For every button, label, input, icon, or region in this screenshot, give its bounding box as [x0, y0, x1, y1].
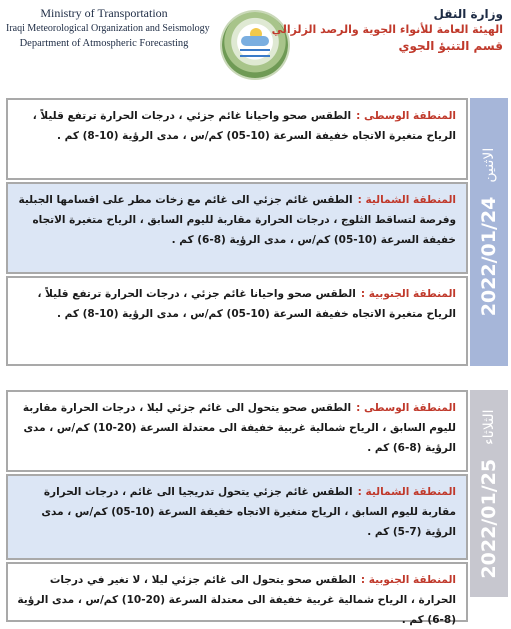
department-name-en: Department of Atmospheric Forecasting — [19, 38, 189, 49]
forecast-day-2 — [6, 390, 508, 626]
cloud-icon — [241, 36, 269, 46]
day-side-label — [470, 390, 508, 597]
region-name: المنطقة الوسطى : — [356, 402, 456, 414]
region-forecast-text: الطقس صحو واحيانا غائم جزئي ، درجات الحرارة ترتفع قليلاً ، الرياح متغيرة الاتجاه خفيفة السرعة (10-05) كم/س ، مدى الرؤية (10-8) كم . — [32, 110, 456, 142]
ministry-name-ar: وزارة النقل — [433, 7, 503, 21]
day-of-week: الاثنين — [481, 147, 497, 183]
region-row-south — [6, 276, 468, 366]
region-row-north — [6, 474, 468, 560]
forecast-date: 2022/01/24 — [478, 196, 500, 317]
region-name: المنطقة الشمالية : — [357, 194, 456, 206]
english-letterhead — [6, 6, 210, 51]
forecast-date: 2022/01/25 — [478, 458, 500, 579]
region-name: المنطقة الشمالية : — [357, 486, 456, 498]
forecast-rows — [6, 390, 468, 626]
region-row-north — [6, 182, 468, 274]
department-name-ar: قسم التنبؤ الجوي — [398, 39, 503, 53]
region-row-central — [6, 98, 468, 180]
region-forecast-text: الطقس صحو يتحول الى غائم جزئي ليلا ، لا تغير في درجات الحرارة ، الرياح شمالية غربية خفيفة الى معتدلة السرعة (20-10) كم/س ، مدى الرؤية (8-6) كم . — [17, 574, 456, 626]
day-side-label — [470, 98, 508, 366]
document-header — [0, 0, 511, 92]
organization-name-ar: الهيئة العامة للأنواء الجوية والرصد الزلزالي — [271, 23, 503, 36]
region-name: المنطقة الجنوبية : — [360, 574, 456, 586]
forecast-rows — [6, 98, 468, 366]
arabic-letterhead — [271, 6, 503, 54]
region-forecast-text: الطقس غائم جزئي الى غائم مع زخات مطر على اقسامها الجبلية وفرصة لتساقط الثلوج ، درجات الحرارة مقاربة لليوم السابق ، الرياح متغيرة الاتجاه خفيفة السرعة (10-05) كم/س ، مدى الرؤية (8-6) كم . — [18, 194, 456, 246]
region-forecast-text: الطقس غائم جزئي يتحول تدريجيا الى غائم ، درجات الحرارة مقاربة لليوم السابق ، الرياح متغيرة الاتجاه خفيفة السرعة (10-05) كم/س ، مدى الرؤية (7-5) كم . — [41, 486, 456, 538]
ministry-name-en: Ministry of Transportation — [40, 6, 168, 20]
waves-icon — [240, 49, 270, 57]
region-name: المنطقة الجنوبية : — [360, 288, 456, 300]
region-forecast-text: الطقس صحو واحيانا غائم جزئي ، درجات الحرارة ترتفع قليلاً ، الرياح متغيرة الاتجاه خفيفة السرعة (10-05) كم/س ، مدى الرؤية (10-8) كم . — [37, 288, 456, 320]
region-forecast-text: الطقس صحو يتحول الى غائم جزئي ليلا ، درجات الحرارة مقاربة لليوم السابق ، الرياح شمالية غربية خفيفة الى معتدلة السرعة (20-10) كم/س ، مدى الرؤية (8-6) كم . — [22, 402, 456, 454]
forecast-day-1 — [6, 98, 508, 366]
organization-name-en: Iraqi Meteorological Organization and Seismology — [6, 23, 210, 34]
region-row-central — [6, 390, 468, 472]
day-of-week: الثلاثاء — [481, 408, 497, 445]
region-name: المنطقة الوسطى : — [356, 110, 456, 122]
region-row-south — [6, 562, 468, 626]
